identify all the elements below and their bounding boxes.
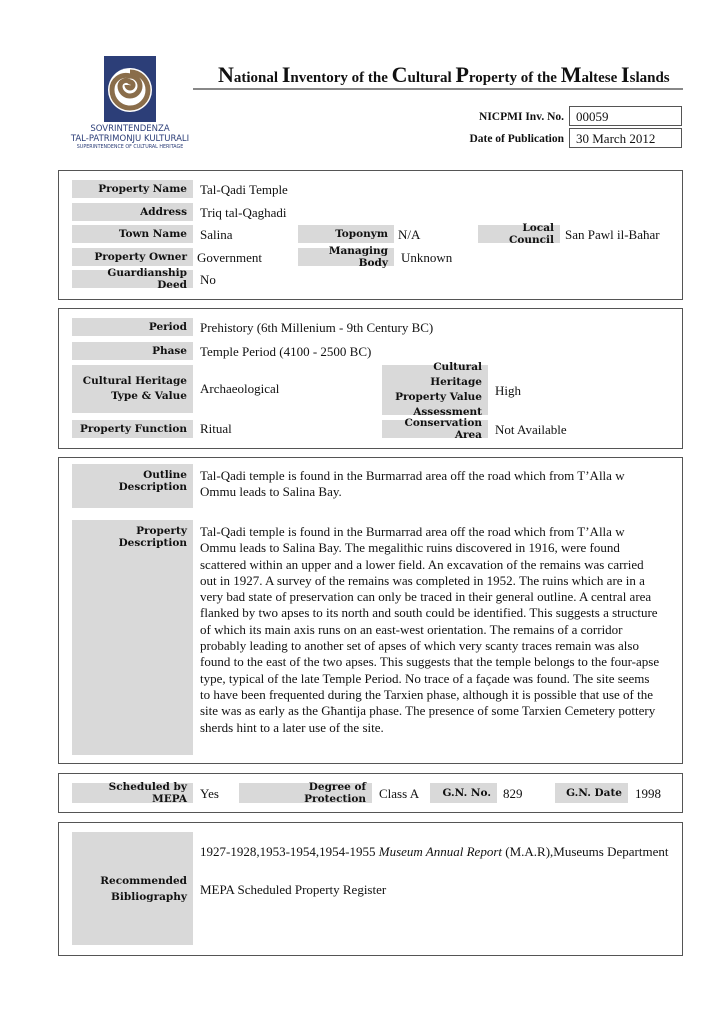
publication-date-value: 30 March 2012 — [569, 128, 682, 148]
bibliography-label-line2: Bibliography — [111, 890, 187, 903]
inv-number-value: 00059 — [569, 106, 682, 126]
value-label-line2: Property Value — [395, 391, 482, 403]
value-label-line1: Cultural Heritage — [430, 361, 482, 388]
title-rest-5: altese — [581, 70, 622, 86]
logo — [70, 52, 190, 152]
title-cap-2: I — [281, 62, 291, 87]
outline-description-label: Outline Description — [72, 464, 193, 508]
property-owner-value: Government — [197, 250, 262, 265]
managing-body-label: Managing Body — [298, 248, 394, 266]
title-rest-6: slands — [629, 70, 670, 86]
title-cap-4: P — [455, 62, 469, 87]
toponym-label: Toponym — [298, 225, 394, 243]
local-council-label: Local Council — [478, 225, 560, 243]
property-description-text: Tal-Qadi temple is found in the Burmarrad area off the road which from T’Alla w Ommu leads to Salina Bay. The megalithic ruins discovered in 1916, were found scattered within an upper and a lower field. An excavation of the remains was carried out in 1927. A survey of the remains was completed in 1952. The ruins which are in a very bad state of preservation can only be traced in their general outline. A central area flanked by two apses to its north and south could be identified. This suggests a structure of which its main axis runs on an east-west orientation. The remains of a corridor probably leading to another set of apses of which very scanty traces remain was also found to the east of the two apses. This suggests that the temple belongs to the four-apse type, typical of the late Temple Period. No trace of a façade was found. The site seems to have been frequented during the Tarxien phase, although it is possible that use of the site was as early as the Għantija phase. The presence of some Tarxien Cemetery pottery sherds hint to a later use of the site. — [200, 524, 660, 735]
logo-line-1: SOVRINTENDENZA — [90, 124, 170, 134]
heritage-spiral-logo-icon — [70, 52, 190, 122]
toponym-value: N/A — [398, 227, 421, 242]
local-council-value: San Pawl il-Baħar — [565, 227, 660, 242]
reference-1-source: (M.A.R),Museums Department — [502, 844, 669, 859]
property-owner-label: Property Owner — [72, 248, 193, 266]
property-value-assessment-value: High — [495, 383, 521, 398]
reference-1-years: 1927-1928,1953-1954,1954-1955 — [200, 844, 379, 859]
gn-number-value: 829 — [503, 786, 523, 801]
inv-number-label: NICPMI Inv. No. — [479, 111, 564, 123]
scheduled-by-mepa-value: Yes — [200, 786, 219, 801]
title-cap-3: C — [391, 62, 408, 87]
degree-of-protection-label: Degree of Protection — [239, 783, 372, 803]
property-value-assessment-label — [382, 361, 488, 418]
title-rest-1: ational — [233, 70, 282, 86]
period-label: Period — [72, 318, 193, 336]
gn-number-label: G.N. No. — [430, 783, 497, 803]
title-cap-6: I — [621, 62, 630, 87]
title-cap-5: M — [560, 62, 582, 87]
guardianship-deed-label: Guardianship Deed — [72, 270, 193, 288]
value-label-line3: Assessment — [413, 406, 482, 418]
conservation-area-label: Conservation Area — [382, 420, 488, 438]
guardianship-deed-value: No — [200, 272, 216, 287]
bibliography-label-line1: Recommended — [100, 874, 187, 887]
heritage-type-label-line1: Cultural Heritage — [82, 375, 187, 387]
heritage-type-label — [72, 365, 193, 413]
phase-label: Phase — [72, 342, 193, 360]
bibliography-reference-2: MEPA Scheduled Property Register — [200, 882, 387, 897]
title-rest-3: ultural — [407, 70, 456, 86]
address-label: Address — [72, 203, 193, 221]
page-title — [218, 62, 670, 88]
town-name-value: Salina — [200, 227, 233, 242]
conservation-area-value: Not Available — [495, 422, 567, 437]
reference-1-title: Museum Annual Report — [378, 844, 502, 859]
property-description-label: Property Description — [72, 520, 193, 755]
bibliography-reference-1 — [200, 844, 668, 860]
bibliography-label — [72, 832, 193, 945]
town-name-label: Town Name — [72, 225, 193, 243]
scheduled-by-mepa-label: Scheduled by MEPA — [72, 783, 193, 803]
period-value: Prehistory (6th Millenium - 9th Century BC) — [200, 320, 434, 335]
property-name-value: Tal-Qadi Temple — [200, 182, 288, 197]
logo-line-2: TAL-PATRIMONJU KULTURALI — [70, 134, 190, 144]
title-rest-2: nventory of the — [290, 70, 392, 86]
outline-description-text: Tal-Qadi temple is found in the Burmarrad area off the road which from T’Alla w Ommu leads to Salina Bay. — [200, 468, 625, 500]
heritage-type-value: Archaeological — [200, 381, 280, 396]
gn-date-label: G.N. Date — [555, 783, 628, 803]
title-cap-1: N — [218, 62, 234, 87]
property-function-value: Ritual — [200, 421, 232, 436]
degree-of-protection-value: Class A — [379, 786, 420, 801]
title-underline — [193, 88, 683, 90]
managing-body-value: Unknown — [401, 250, 453, 265]
phase-value: Temple Period (4100 - 2500 BC) — [200, 344, 372, 359]
gn-date-value: 1998 — [635, 786, 661, 801]
heritage-type-label-line2: Type & Value — [111, 390, 187, 402]
logo-line-3: SUPERINTENDENCE OF CULTURAL HERITAGE — [76, 145, 184, 150]
publication-date-label: Date of Publication — [469, 133, 564, 145]
title-rest-4: roperty of the — [468, 70, 561, 86]
property-function-label: Property Function — [72, 420, 193, 438]
address-value: Triq tal-Qaghadi — [200, 205, 287, 220]
property-name-label: Property Name — [72, 180, 193, 198]
